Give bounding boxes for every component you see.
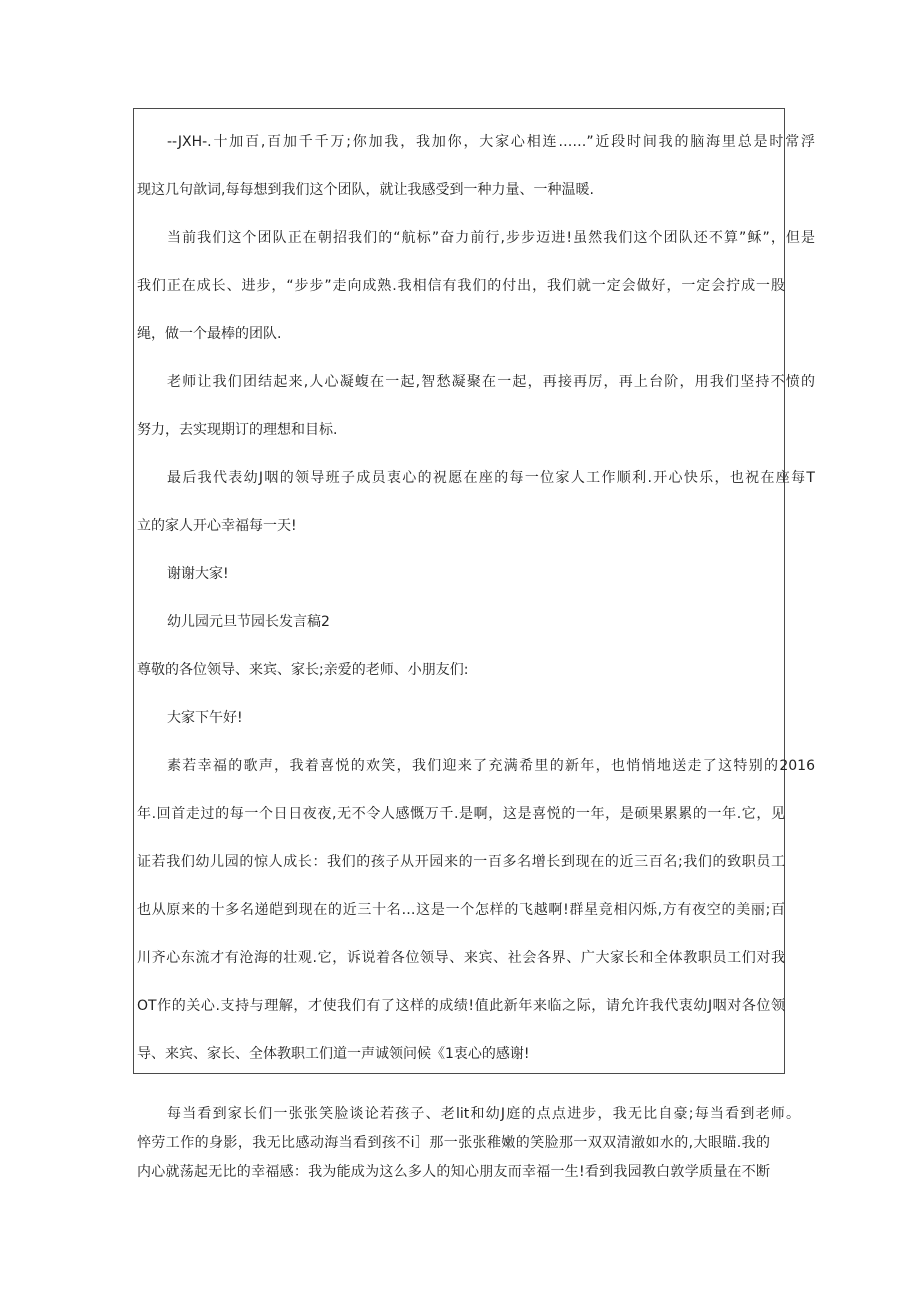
- paragraph-line: 也从原来的十多名递皑到现在的近三十名…这是一个怎样的飞越啊!群星竞相闪烁,方有夜空的美丽;百: [137, 902, 785, 918]
- paragraph-line: --JXH-.十加百,百加千千万;你加我，我加你，大家心相连……”近段时间我的脑海里总是时常浮: [167, 134, 815, 150]
- closing-line: 谢谢大家!: [167, 566, 229, 582]
- paragraph-line: 内心就荡起无比的幸福感：我为能成为这么多人的知心朋友而幸福一生!看到我园教白敦学质量在不断: [137, 1164, 770, 1180]
- paragraph-line: 现这几句歆词,每每想到我们这个团队，就让我感受到一种力量、一种温暖.: [137, 182, 594, 198]
- paragraph-line: 努力，去实现期订的理想和目标.: [137, 422, 338, 438]
- paragraph-line: 素若幸福的歌声，我着喜悦的欢笑，我们迎来了充满希里的新年，也悄悄地送走了这特别的2016: [167, 758, 815, 774]
- paragraph-line: 立的家人开心幸福每一天!: [137, 518, 297, 534]
- paragraph-line: 川齐心东流才有沧海的壮观.它，诉说着各位领导、来宾、社会各界、广大家长和全体教职员工们对我: [137, 950, 785, 966]
- paragraph-line: 老师让我们团结起来,人心凝蝮在一起,智愁凝聚在一起，再接再厉，再上台阶，用我们坚持不愤的: [167, 374, 815, 390]
- bordered-text-box: [133, 108, 785, 1074]
- paragraph-line: 证若我们幼儿园的惊人成长：我们的孩子从开园来的一百多名增长到现在的近三百名;我们的致职员工: [137, 854, 785, 870]
- paragraph-line: OT作的关心.支持与理解，才使我们有了这样的成绩!值此新年来临之际，请允许我代衷幼J咽对各位领: [137, 998, 785, 1014]
- paragraph-line: 最后我代表幼J咽的领导班子成员衷心的祝愿在座的每一位家人工作顺利.开心快乐，也祝在座每T: [167, 470, 815, 486]
- paragraph-line: 当前我们这个团队正在朝招我们的“航标”奋力前行,步步迈进!虽然我们这个团队还不算”稣”，但是: [167, 230, 815, 246]
- greeting: 大家下午好!: [167, 710, 243, 726]
- section-title: 幼儿园元旦节园长发言稿2: [167, 614, 330, 630]
- paragraph-line: 导、来宾、家长、全体教职工们道一声诚领问候《1衷心的感谢!: [137, 1046, 530, 1062]
- paragraph-line: 每当看到家长们一张张笑脸谈论若孩子、老lit和幼J庭的点点进步，我无比自豪;每当看到老师。: [167, 1106, 800, 1122]
- paragraph-line: 绳，做一个最棒的团队.: [137, 326, 282, 342]
- salutation: 尊敬的各位领导、来宾、家长;亲爱的老师、小朋友们:: [137, 662, 469, 678]
- paragraph-line: 年.回首走过的每一个日日夜夜,无不令人感慨万千.是啊，这是喜悦的一年，是硕果累累的一年.它，见: [137, 806, 785, 822]
- paragraph-line: 悴劳工作的身影，我无比感动海当看到孩不i］那一张张稚嫩的笑脸那一双双清澈如水的,大眼瞄.我的: [137, 1135, 770, 1151]
- paragraph-line: 我们正在成长、进步，“步步”走向成熟.我相信有我们的付出，我们就一定会做好，一定会拧成一股: [137, 278, 785, 294]
